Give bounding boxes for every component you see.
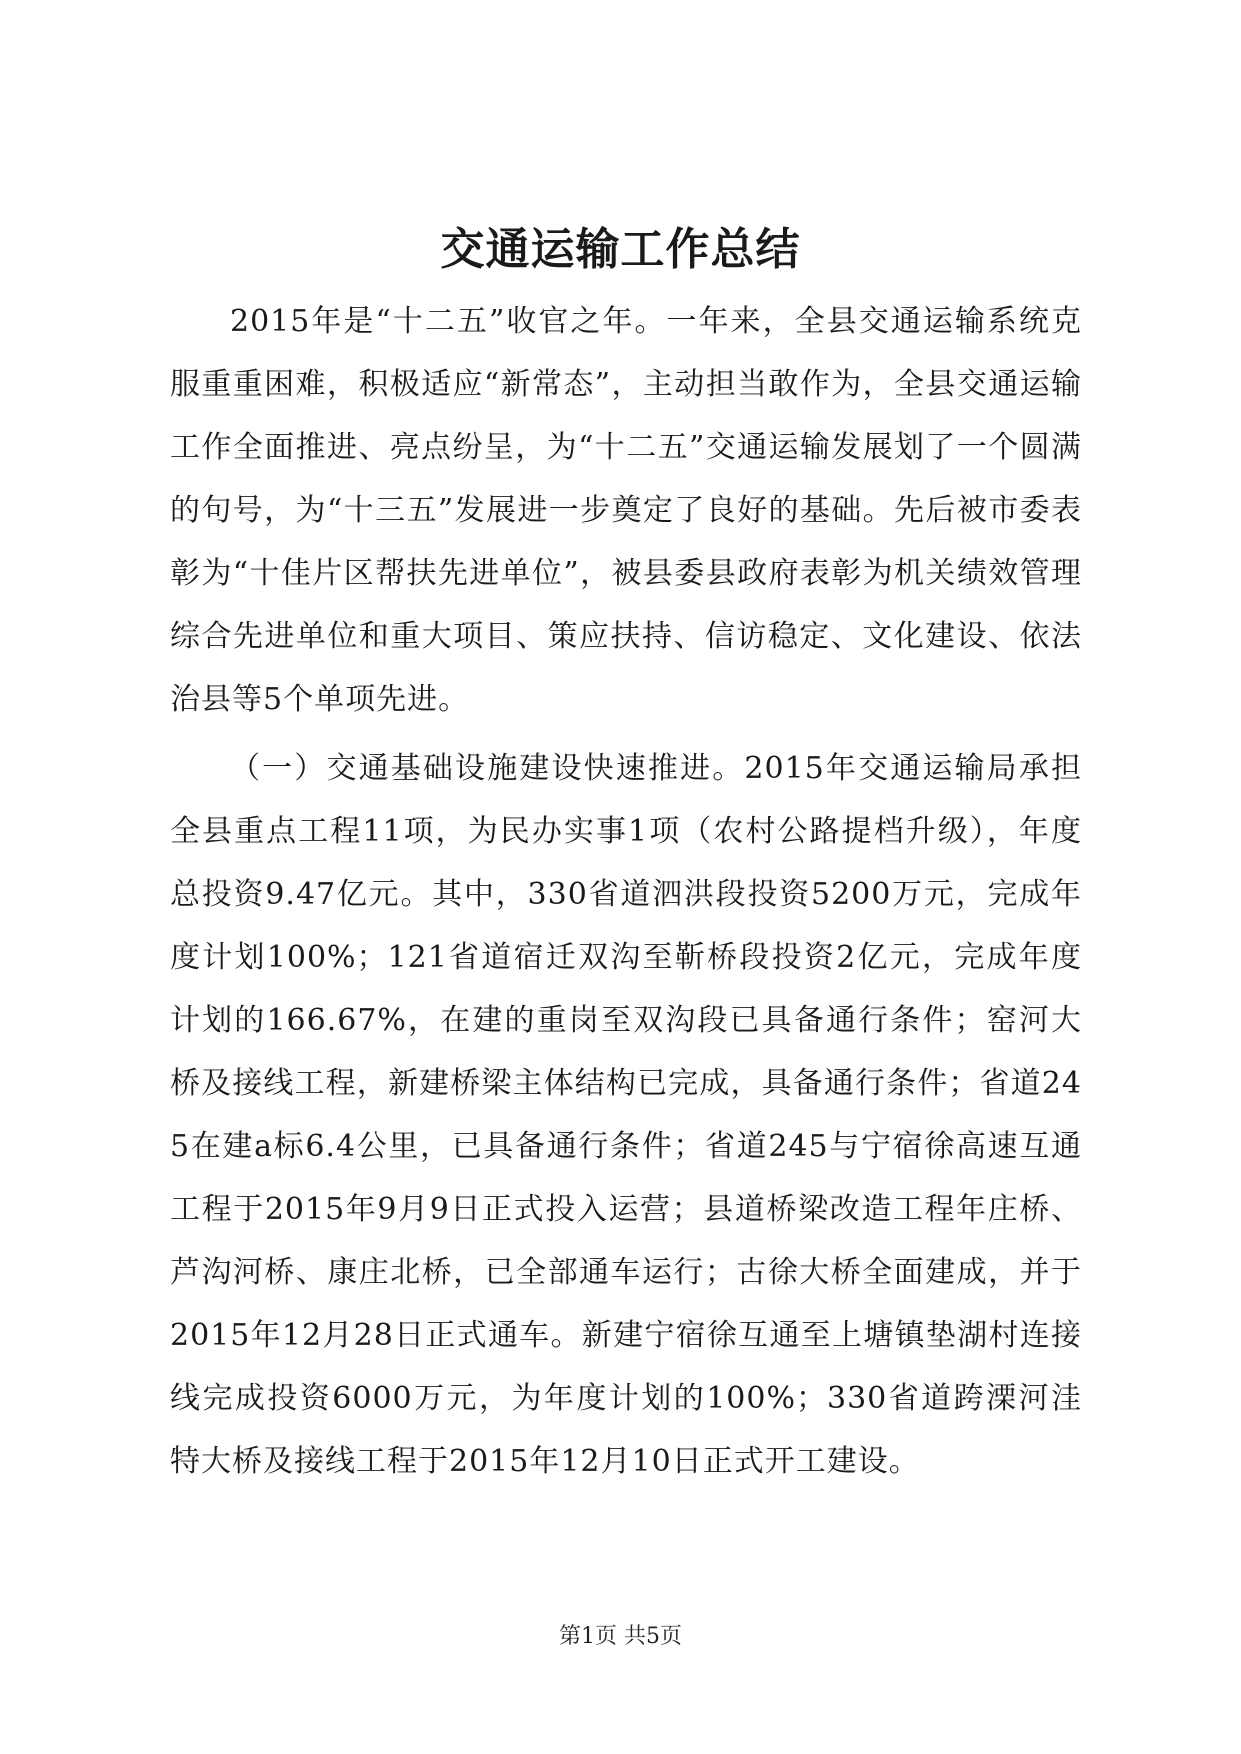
- document-title: 交通运输工作总结: [440, 224, 801, 275]
- page-number-footer: 第1页 共5页: [559, 1624, 682, 1649]
- document-body: [170, 290, 1082, 1493]
- paragraph-infrastructure: （一）交通基础设施建设快速推进。2015年交通运输局承担全县重点工程11项，为民办实事1项（农村公路提档升级），年度总投资9.47亿元。其中，330省道泗洪段投资5200万元，完成年度计划100%；121省道宿迁双沟至靳桥段投资2亿元，完成年度计划的166.67%，在建的重岗至双沟段已具备通行条件；窑河大桥及接线工程，新建桥梁主体结构已完成，具备通行条件；省道245在建a标6.4公里，已具备通行条件；省道245与宁宿徐高速互通工程于2015年9月9日正式投入运营；县道桥梁改造工程年庄桥、芦沟河桥、康庄北桥，已全部通车运行；古徐大桥全面建成，并于2015年12月28日正式通车。新建宁宿徐互通至上塘镇垫湖村连接线完成投资6000万元，为年度计划的100%；330省道跨溧河洼特大桥及接线工程于2015年12月10日正式开工建设。: [170, 751, 1082, 1479]
- paragraph-summary: 2015年是“十二五”收官之年。一年来，全县交通运输系统克服重重困难，积极适应“新常态”，主动担当敢作为，全县交通运输工作全面推进、亮点纷呈，为“十二五”交通运输发展划了一个圆满的句号，为“十三五”发展进一步奠定了良好的基础。先后被市委表彰为“十佳片区帮扶先进单位”，被县委县政府表彰为机关绩效管理综合先进单位和重大项目、策应扶持、信访稳定、文化建设、依法治县等5个单项先进。: [170, 304, 1082, 717]
